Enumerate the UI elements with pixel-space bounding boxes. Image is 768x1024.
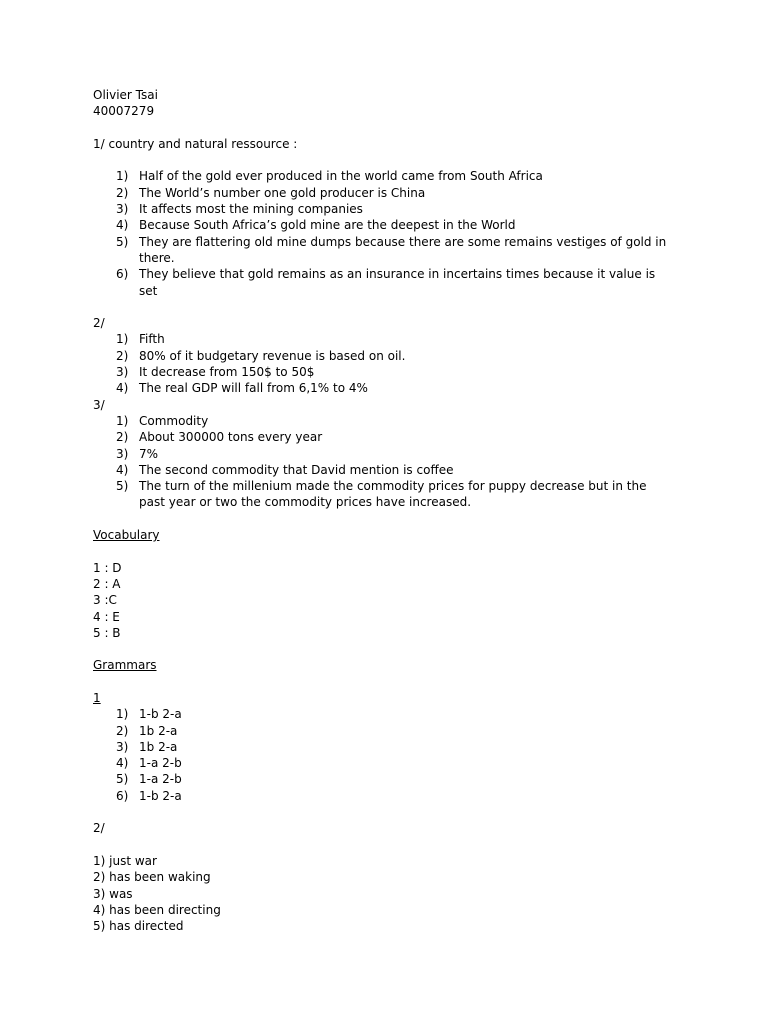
vocabulary-answer: 1 : D — [93, 560, 122, 575]
spacer — [93, 152, 673, 168]
list-marker: 3) — [116, 739, 129, 754]
list-item — [93, 788, 673, 804]
grammar-part-2-answer: 2) has been waking — [93, 870, 211, 885]
list-marker: 2) — [116, 430, 129, 445]
spacer — [93, 837, 673, 853]
spacer — [93, 674, 673, 690]
list-item — [93, 771, 673, 787]
list-marker: 2) — [116, 723, 129, 738]
list-item — [93, 478, 673, 511]
list-marker: 2) — [116, 185, 129, 200]
list-item-text: Half of the gold ever produced in the world came from South Africa — [139, 169, 543, 184]
spacer — [93, 511, 673, 527]
grammar-part-2-answer: 1) just war — [93, 853, 157, 868]
list-marker: 1) — [116, 332, 129, 347]
list-item — [93, 348, 673, 364]
list-marker: 6) — [116, 788, 129, 803]
spacer — [93, 543, 673, 559]
grammars-heading: Grammars — [93, 658, 157, 673]
list-item — [93, 755, 673, 771]
list-item-text: 1b 2-a — [139, 723, 178, 738]
list-item-text: They believe that gold remains as an insurance in incertains times because it value is set — [139, 267, 656, 298]
list-marker: 2) — [116, 348, 129, 363]
list-item — [93, 185, 673, 201]
list-marker: 5) — [116, 772, 129, 787]
list-marker: 6) — [116, 267, 129, 282]
list-item — [93, 723, 673, 739]
grammar-part-1-title: 1 — [93, 690, 101, 705]
spacer — [93, 804, 673, 820]
list-marker: 5) — [116, 234, 129, 249]
list-marker: 5) — [116, 479, 129, 494]
vocabulary-answer: 4 : E — [93, 609, 120, 624]
section-2-title: 2/ — [93, 316, 105, 331]
list-item — [93, 413, 673, 429]
list-item — [93, 217, 673, 233]
list-marker: 3) — [116, 365, 129, 380]
list-item — [93, 331, 673, 347]
grammar-part-1-list — [93, 706, 673, 804]
grammar-part-2-title: 2/ — [93, 821, 105, 836]
list-marker: 4) — [116, 218, 129, 233]
list-item — [93, 266, 673, 299]
vocabulary-answer: 3 :C — [93, 593, 117, 608]
section-1-list — [93, 168, 673, 298]
list-item-text: 7% — [139, 446, 159, 461]
list-item — [93, 462, 673, 478]
list-item-text: 1-b 2-a — [139, 707, 182, 722]
list-item — [93, 739, 673, 755]
document-page — [93, 87, 673, 934]
list-item-text: It affects most the mining companies — [139, 202, 363, 217]
vocabulary-heading: Vocabulary — [93, 528, 160, 543]
list-item-text: The real GDP will fall from 6,1% to 4% — [139, 381, 368, 396]
student-name: Olivier Tsai — [93, 88, 158, 102]
list-marker: 4) — [116, 381, 129, 396]
student-id: 40007279 — [93, 104, 155, 119]
list-item-text: Commodity — [139, 413, 209, 428]
section-1-title: 1/ country and natural ressource : — [93, 136, 298, 151]
section-3-title: 3/ — [93, 397, 105, 412]
list-item — [93, 201, 673, 217]
list-marker: 3) — [116, 202, 129, 217]
vocabulary-answer: 5 : B — [93, 625, 121, 640]
section-3-list — [93, 413, 673, 511]
list-item-text: Because South Africa’s gold mine are the deepest in the World — [139, 218, 516, 233]
list-item-text: Fifth — [139, 332, 165, 347]
list-marker: 3) — [116, 446, 129, 461]
list-marker: 4) — [116, 462, 129, 477]
vocabulary-answer: 2 : A — [93, 576, 121, 591]
list-item-text: The second commodity that David mention is coffee — [139, 462, 454, 477]
grammar-part-2-answer: 3) was — [93, 886, 133, 901]
list-item-text: 80% of it budgetary revenue is based on oil. — [139, 348, 406, 363]
list-item — [93, 706, 673, 722]
list-item — [93, 234, 673, 267]
spacer — [93, 299, 673, 315]
list-marker: 1) — [116, 413, 129, 428]
grammar-part-2-answer: 5) has directed — [93, 919, 184, 934]
list-marker: 1) — [116, 169, 129, 184]
spacer — [93, 641, 673, 657]
list-item — [93, 380, 673, 396]
list-item — [93, 168, 673, 184]
list-item-text: They are flattering old mine dumps because there are some remains vestiges of gold in there. — [139, 234, 667, 265]
list-marker: 1) — [116, 707, 129, 722]
list-item — [93, 429, 673, 445]
list-item-text: 1-a 2-b — [139, 756, 182, 771]
list-item-text: The World’s number one gold producer is China — [139, 185, 426, 200]
list-item — [93, 446, 673, 462]
list-marker: 4) — [116, 756, 129, 771]
list-item-text: 1-b 2-a — [139, 788, 182, 803]
list-item-text: It decrease from 150$ to 50$ — [139, 365, 315, 380]
list-item — [93, 364, 673, 380]
spacer — [93, 120, 673, 136]
list-item-text: 1-a 2-b — [139, 772, 182, 787]
list-item-text: About 300000 tons every year — [139, 430, 323, 445]
list-item-text: The turn of the millenium made the commodity prices for puppy decrease but in the past year or two the commodity prices have increased. — [139, 479, 647, 510]
grammar-part-2-answer: 4) has been directing — [93, 902, 221, 917]
section-2-list — [93, 331, 673, 396]
list-item-text: 1b 2-a — [139, 739, 178, 754]
